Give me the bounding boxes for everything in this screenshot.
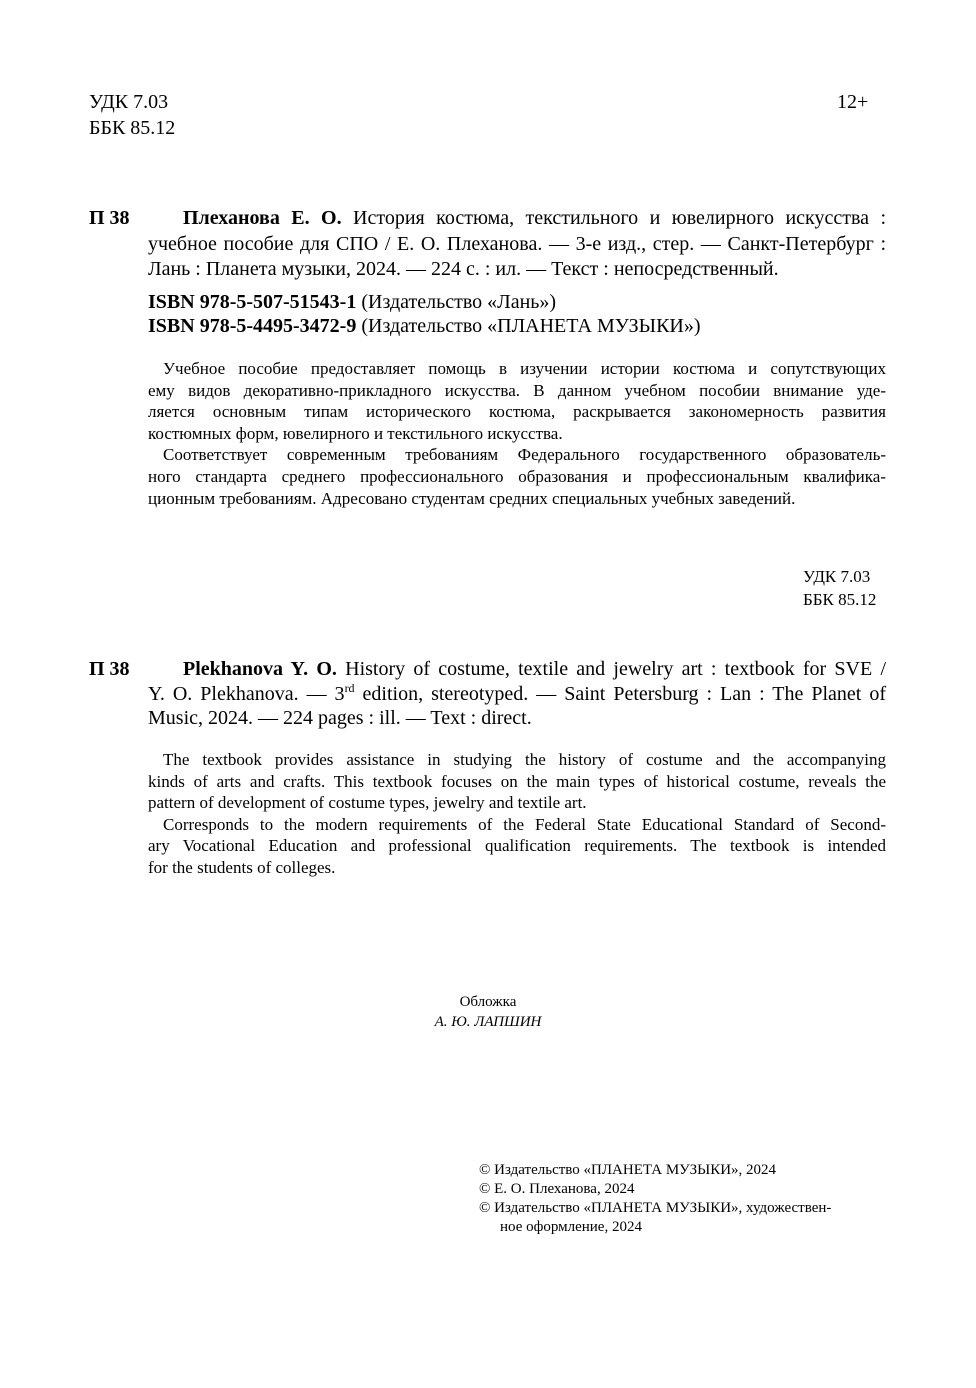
ru-abstract-line: ционным требованиям. Адресовано студентам средних специальных учебных заведений. — [148, 488, 796, 508]
copyright-line: © Издательство «ПЛАНЕТА МУЗЫКИ», 2024 — [479, 1162, 777, 1178]
en-entry-author: Plekhanova Y. O. — [183, 658, 337, 680]
ru-abstract-line: ему видов декоративно-прикладного искусства. В данном учебном пособии внимание уде- — [148, 380, 886, 400]
en-abstract-line: Corresponds to the modern requirements of the Federal State Educational Standard of Second- — [163, 814, 886, 834]
copyright-line: © Е. О. Плеханова, 2024 — [479, 1181, 635, 1197]
en-abstract-line: pattern of development of costume types, jewelry and textile art. — [148, 793, 587, 813]
isbn-publisher: (Издательство «Лань») — [361, 291, 557, 313]
cover-label: Обложка — [459, 994, 517, 1010]
isbn-list — [148, 290, 701, 338]
en-entry-line2-a: Y. O. Plekhanova. — 3 — [148, 682, 345, 705]
isbn-publisher: (Издательство «ПЛАНЕТА МУЗЫКИ») — [361, 315, 701, 337]
mid-udk-code: УДК 7.03 — [803, 567, 871, 586]
en-entry — [148, 657, 886, 730]
ru-abstract-line: Учебное пособие предоставляет помощь в изучении истории костюма и сопутствующих — [163, 359, 886, 378]
ru-abstract-line: костюмных форм, ювелирного и текстильного искусства. — [148, 423, 563, 443]
en-entry-title: History of costume, textile and jewelry art : textbook for SVE / — [345, 658, 886, 680]
copyright-block — [479, 1161, 831, 1237]
ru-entry-line3: Лань : Планета музыки, 2024. — 224 с. : ил. — Текст : непосредственный. — [148, 258, 779, 280]
cover-artist: А. Ю. ЛАПШИН — [434, 1014, 542, 1030]
ru-abstract — [148, 358, 886, 509]
copyright-line: ное оформление, 2024 — [500, 1219, 642, 1235]
en-abstract-line: for the students of colleges. — [148, 857, 336, 877]
ru-entry — [148, 206, 886, 281]
cover-credit — [388, 993, 588, 1032]
ru-abstract-line: Соответствует современным требованиям Федерального государственного образователь- — [163, 445, 886, 465]
ru-entry-title: История костюма, текстильного и ювелирного искусства : — [353, 207, 886, 229]
ru-entry-author: Плеханова Е. О. — [183, 207, 342, 229]
en-entry-line2-b: edition, stereotyped. — Saint Petersburg : Lan : The Planet of — [362, 682, 886, 705]
en-entry-line3: Music, 2024. — 224 pages : ill. — Text : direct. — [148, 707, 532, 729]
mid-bbk-code: ББК 85.12 — [803, 589, 877, 609]
udk-code: УДК 7.03 — [89, 91, 169, 113]
bbk-code: ББК 85.12 — [89, 117, 176, 139]
en-abstract-line: kinds of arts and crafts. This textbook focuses on the main types of historical costume, reveals the — [148, 771, 886, 791]
mid-codes — [803, 566, 876, 610]
en-abstract — [148, 749, 886, 879]
isbn-line — [148, 290, 701, 314]
en-abstract-line: ary Vocational Education and professional qualification requirements. The textbook is intended — [148, 836, 886, 856]
isbn-number: ISBN 978-5-4495-3472-9 — [148, 315, 357, 337]
ru-entry-code: П 38 — [89, 207, 130, 229]
en-abstract-line: The textbook provides assistance in studying the history of costume and the accompanying — [163, 750, 886, 769]
age-rating: 12+ — [837, 91, 869, 113]
copyright-line: © Издательство «ПЛАНЕТА МУЗЫКИ», художествен- — [479, 1200, 832, 1216]
isbn-line — [148, 314, 701, 338]
isbn-number: ISBN 978-5-507-51543-1 — [148, 291, 357, 313]
en-entry-line2 — [148, 682, 886, 706]
ru-abstract-line: ляется основным типам исторического костюма, раскрывается закономерность развития — [148, 402, 886, 422]
ru-entry-line2: учебное пособие для СПО / Е. О. Плеханова. — 3-е изд., стер. — Санкт-Петербург : — [148, 232, 886, 255]
en-entry-code: П 38 — [89, 658, 130, 680]
ru-abstract-line: ного стандарта среднего профессионального образования и профессиональным квалифика- — [148, 466, 886, 486]
en-entry-line2-sup: rd — [344, 680, 355, 695]
